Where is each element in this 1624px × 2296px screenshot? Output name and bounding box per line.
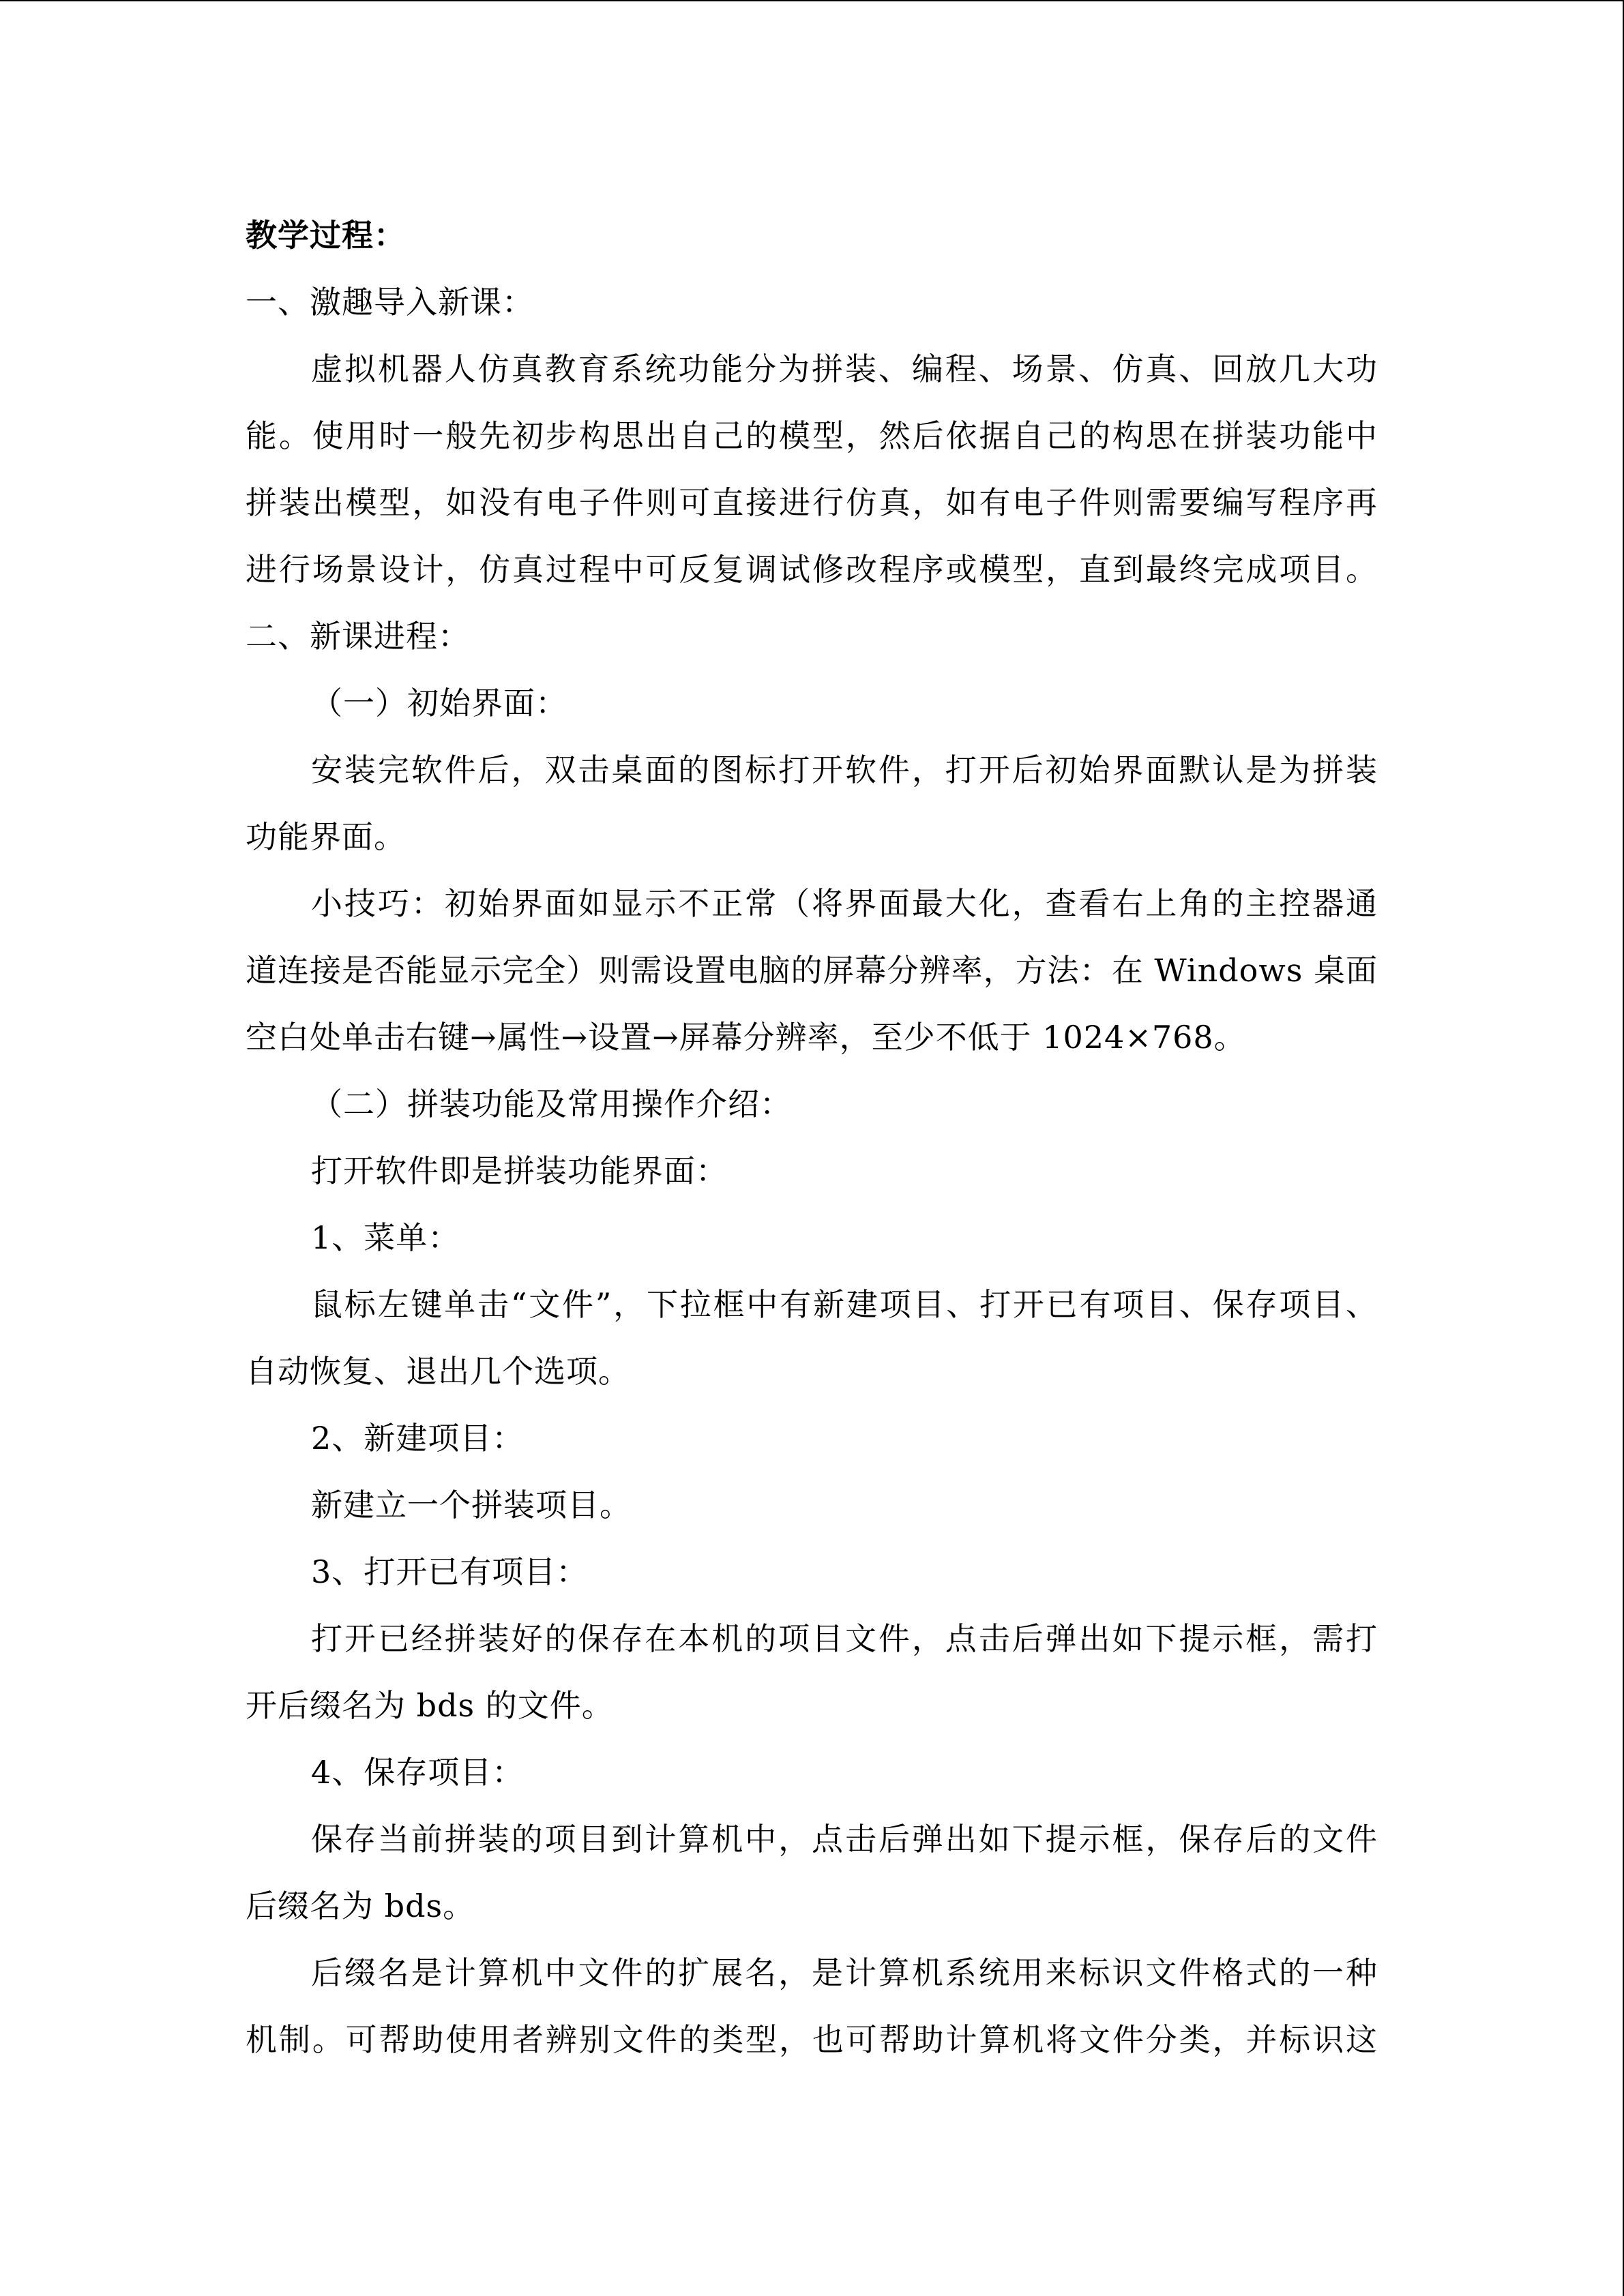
paragraph-line: 自动恢复、退出几个选项。 [246,1353,630,1390]
section-heading-2: 二、新课进程： [246,618,470,655]
tip-paragraph-line: 小技巧：初始界面如显示不正常（将界面最大化，查看右上角的主控器通 [311,885,1378,922]
paragraph-line: 开后缀名为 bds 的文件。 [246,1687,614,1724]
paragraph-line: 打开已经拼装好的保存在本机的项目文件，点击后弹出如下提示框，需打 [311,1620,1378,1657]
paragraph-line: 能。使用时一般先初步构思出自己的模型，然后依据自己的构思在拼装功能中 [246,417,1378,454]
paragraph-line: 安装完软件后，双击桌面的图标打开软件，打开后初始界面默认是为拼装 [311,751,1378,788]
paragraph-line: 拼装出模型，如没有电子件则可直接进行仿真，如有电子件则需要编写程序再 [246,484,1378,521]
paragraph-line: 打开软件即是拼装功能界面： [311,1152,728,1189]
paragraph-line: 后缀名是计算机中文件的扩展名，是计算机系统用来标识文件格式的一种 [311,1954,1378,1991]
item-heading-open-project: 3、打开已有项目： [311,1553,589,1590]
paragraph-line: 鼠标左键单击“文件”，下拉框中有新建项目、打开已有项目、保存项目、 [311,1286,1378,1323]
tip-paragraph-line: 道连接是否能显示完全）则需设置电脑的屏幕分辨率，方法：在 Windows 桌面 [246,952,1378,989]
item-heading-new-project: 2、新建项目： [311,1420,525,1457]
paragraph-line: 进行场景设计，仿真过程中可反复调试修改程序或模型，直到最终完成项目。 [246,551,1378,588]
document-title: 教学过程： [246,217,406,254]
subsection-heading-1: （一）初始界面： [311,685,567,721]
tip-paragraph-line: 空白处单击右键→属性→设置→屏幕分辨率，至少不低于 1024×768。 [246,1019,1246,1056]
paragraph-line: 新建立一个拼装项目。 [311,1487,632,1523]
paragraph-line: 机制。可帮助使用者辨别文件的类型，也可帮助计算机将文件分类，并标识这 [246,2021,1378,2058]
section-heading-1: 一、激趣导入新课： [246,284,534,320]
paragraph-line: 保存当前拼装的项目到计算机中，点击后弹出如下提示框，保存后的文件 [311,1821,1378,1858]
item-heading-save-project: 4、保存项目： [311,1754,525,1791]
paragraph-line: 虚拟机器人仿真教育系统功能分为拼装、编程、场景、仿真、回放几大功 [311,351,1378,387]
document-body [246,202,1378,2073]
paragraph-line: 功能界面。 [246,818,406,855]
paragraph-line: 后缀名为 bds。 [246,1888,475,1924]
subsection-heading-2: （二）拼装功能及常用操作介绍： [311,1086,792,1122]
item-heading-menu: 1、菜单： [311,1219,460,1256]
